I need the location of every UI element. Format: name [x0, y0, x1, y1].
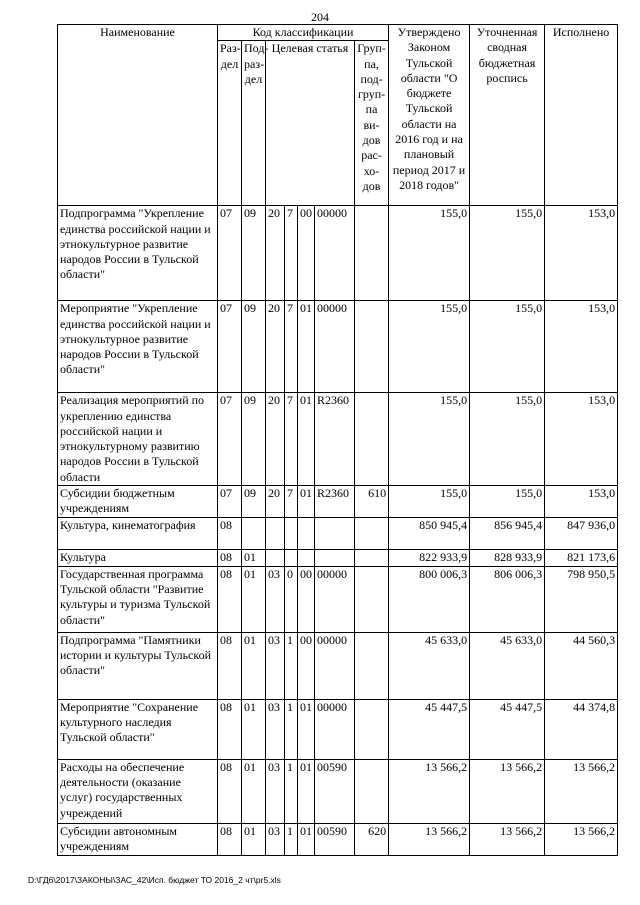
header-group: Груп-па, под-груп-па ви-дов рас-хо-дов — [355, 41, 389, 206]
row-podrazdel: 01 — [242, 823, 266, 855]
header-target: Целевая статья — [266, 41, 355, 206]
row-approved: 850 945,4 — [389, 517, 470, 549]
row-code-direction — [315, 517, 355, 549]
row-code-program: 03 — [266, 699, 285, 759]
row-code-direction: R2360 — [315, 393, 355, 486]
row-razdel: 07 — [218, 393, 242, 486]
row-code-direction — [315, 549, 355, 566]
header-refined: Уточненная сводная бюджетная роспись — [470, 25, 545, 206]
row-code-program: 03 — [266, 566, 285, 632]
row-code-subprogram: 7 — [285, 301, 298, 393]
row-group — [355, 206, 389, 301]
row-code-program: 03 — [266, 632, 285, 699]
row-name: Мероприятие "Укрепление единства российской нации и этнокультурное развитие народов России в Тульской области" — [58, 301, 218, 393]
row-approved: 155,0 — [389, 206, 470, 301]
row-podrazdel: 01 — [242, 566, 266, 632]
row-code-event: 01 — [298, 301, 315, 393]
row-group — [355, 759, 389, 823]
header-executed: Исполнено — [545, 25, 618, 206]
row-razdel: 08 — [218, 549, 242, 566]
row-approved: 155,0 — [389, 393, 470, 486]
row-code-event: 01 — [298, 759, 315, 823]
row-executed: 44 560,3 — [545, 632, 618, 699]
row-group — [355, 549, 389, 566]
row-name: Реализация мероприятий по укреплению единства российской нации и этнокультурному развитию народов России в Тульской области — [58, 393, 218, 486]
row-approved: 13 566,2 — [389, 823, 470, 855]
row-code-program: 03 — [266, 823, 285, 855]
row-executed: 847 936,0 — [545, 517, 618, 549]
row-razdel: 08 — [218, 823, 242, 855]
table-row — [58, 632, 618, 699]
row-razdel: 08 — [218, 699, 242, 759]
row-approved: 45 633,0 — [389, 632, 470, 699]
row-approved: 45 447,5 — [389, 699, 470, 759]
table-row — [58, 393, 618, 486]
row-razdel: 08 — [218, 759, 242, 823]
row-executed: 153,0 — [545, 301, 618, 393]
header-classification: Код классификации — [218, 25, 389, 41]
budget-table — [57, 24, 618, 856]
row-code-event: 01 — [298, 699, 315, 759]
row-razdel: 07 — [218, 206, 242, 301]
table-row — [58, 517, 618, 549]
row-refined: 45 447,5 — [470, 699, 545, 759]
row-code-subprogram: 1 — [285, 759, 298, 823]
row-code-direction: 00000 — [315, 566, 355, 632]
row-code-subprogram: 0 — [285, 566, 298, 632]
row-group — [355, 632, 389, 699]
table-row — [58, 301, 618, 393]
row-approved: 800 006,3 — [389, 566, 470, 632]
row-group — [355, 301, 389, 393]
row-code-program — [266, 549, 285, 566]
row-name: Расходы на обеспечение деятельности (оказание услуг) государственных учреждений — [58, 759, 218, 823]
row-code-program — [266, 517, 285, 549]
row-podrazdel: 09 — [242, 486, 266, 518]
row-code-program: 03 — [266, 759, 285, 823]
table-row — [58, 486, 618, 518]
row-refined: 806 006,3 — [470, 566, 545, 632]
row-podrazdel: 01 — [242, 632, 266, 699]
file-path: D:\ГД6\2017\ЗАКОНЫ\ЗАС_42\Исп. бюджет ТО 2016_2 чт\pr5.xls — [28, 875, 281, 885]
row-code-program: 20 — [266, 393, 285, 486]
table-row — [58, 759, 618, 823]
row-code-direction: 00590 — [315, 759, 355, 823]
row-code-subprogram: 1 — [285, 699, 298, 759]
row-podrazdel: 09 — [242, 393, 266, 486]
row-name: Субсидии автономным учреждениям — [58, 823, 218, 855]
row-code-event — [298, 517, 315, 549]
row-name: Культура — [58, 549, 218, 566]
row-approved: 155,0 — [389, 301, 470, 393]
row-refined: 13 566,2 — [470, 823, 545, 855]
row-code-event: 00 — [298, 566, 315, 632]
row-code-direction: R2360 — [315, 486, 355, 518]
table-row — [58, 206, 618, 301]
row-podrazdel — [242, 517, 266, 549]
table-row — [58, 549, 618, 566]
row-executed: 798 950,5 — [545, 566, 618, 632]
row-group — [355, 393, 389, 486]
row-name: Субсидии бюджетным учреждениям — [58, 486, 218, 518]
row-podrazdel: 09 — [242, 206, 266, 301]
row-code-subprogram: 7 — [285, 206, 298, 301]
row-code-direction: 00000 — [315, 206, 355, 301]
row-code-subprogram — [285, 549, 298, 566]
row-refined: 856 945,4 — [470, 517, 545, 549]
row-code-direction: 00000 — [315, 699, 355, 759]
row-razdel: 08 — [218, 632, 242, 699]
row-executed: 44 374,8 — [545, 699, 618, 759]
row-refined: 155,0 — [470, 206, 545, 301]
header-name: Наименование — [58, 25, 218, 206]
row-razdel: 08 — [218, 517, 242, 549]
row-razdel: 07 — [218, 486, 242, 518]
row-code-subprogram: 7 — [285, 486, 298, 518]
row-executed: 13 566,2 — [545, 823, 618, 855]
table-row — [58, 699, 618, 759]
row-code-subprogram: 1 — [285, 823, 298, 855]
row-name: Мероприятие "Сохранение культурного наследия Тульской области" — [58, 699, 218, 759]
row-code-event: 01 — [298, 486, 315, 518]
row-code-direction: 00590 — [315, 823, 355, 855]
row-podrazdel: 01 — [242, 759, 266, 823]
row-executed: 13 566,2 — [545, 759, 618, 823]
row-refined: 155,0 — [470, 486, 545, 518]
page-number: 204 — [311, 10, 329, 24]
row-razdel: 08 — [218, 566, 242, 632]
row-code-program: 20 — [266, 301, 285, 393]
header-razdel: Раз-дел — [218, 41, 242, 206]
row-refined: 828 933,9 — [470, 549, 545, 566]
row-code-direction: 00000 — [315, 632, 355, 699]
table-row — [58, 823, 618, 855]
header-approved: Утверждено Законом Тульской области "О бюджете Тульской области на 2016 год и на плановый период 2017 и 2018 годов" — [389, 25, 470, 206]
row-code-event: 00 — [298, 632, 315, 699]
row-group: 610 — [355, 486, 389, 518]
row-code-program: 20 — [266, 206, 285, 301]
row-executed: 153,0 — [545, 486, 618, 518]
row-name: Культура, кинематография — [58, 517, 218, 549]
row-approved: 155,0 — [389, 486, 470, 518]
row-refined: 45 633,0 — [470, 632, 545, 699]
row-name: Государственная программа Тульской области "Развитие культуры и туризма Тульской области" — [58, 566, 218, 632]
row-podrazdel: 01 — [242, 699, 266, 759]
row-code-subprogram: 7 — [285, 393, 298, 486]
row-group — [355, 699, 389, 759]
table-row — [58, 566, 618, 632]
header-podrazdel: Под-раз-дел — [242, 41, 266, 206]
row-code-event: 00 — [298, 206, 315, 301]
row-group — [355, 517, 389, 549]
row-approved: 13 566,2 — [389, 759, 470, 823]
row-razdel: 07 — [218, 301, 242, 393]
row-refined: 155,0 — [470, 393, 545, 486]
row-executed: 153,0 — [545, 393, 618, 486]
row-executed: 153,0 — [545, 206, 618, 301]
row-code-event — [298, 549, 315, 566]
row-name: Подпрограмма "Памятники истории и культуры Тульской области" — [58, 632, 218, 699]
row-code-program: 20 — [266, 486, 285, 518]
row-refined: 13 566,2 — [470, 759, 545, 823]
row-refined: 155,0 — [470, 301, 545, 393]
row-podrazdel: 09 — [242, 301, 266, 393]
row-code-event: 01 — [298, 823, 315, 855]
row-executed: 821 173,6 — [545, 549, 618, 566]
row-approved: 822 933,9 — [389, 549, 470, 566]
row-code-event: 01 — [298, 393, 315, 486]
row-group: 620 — [355, 823, 389, 855]
row-name: Подпрограмма "Укрепление единства российской нации и этнокультурное развитие народов России в Тульской области" — [58, 206, 218, 301]
row-code-subprogram: 1 — [285, 632, 298, 699]
row-code-subprogram — [285, 517, 298, 549]
row-group — [355, 566, 389, 632]
row-code-direction: 00000 — [315, 301, 355, 393]
row-podrazdel: 01 — [242, 549, 266, 566]
